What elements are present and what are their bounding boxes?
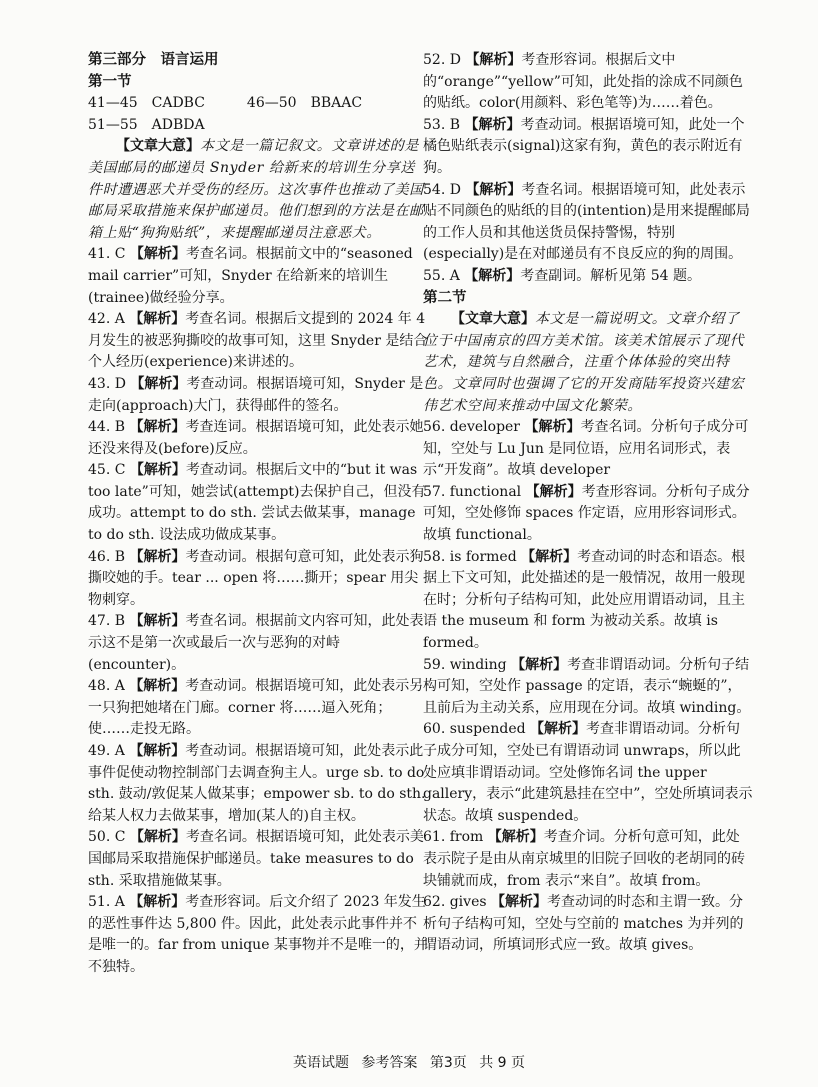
item-text: 考查动词的时态和主谓一致。分析句子结构可知，空处与空前的 matches 为并列的谓语动词，所填词形式应一致。故填 gives。 xyxy=(423,894,744,954)
explanation-item xyxy=(423,719,753,827)
item-text: 考查名词。根据后文提到的 2024 年 4 月发生的被恶狗撕咬的故事可知，这里 Snyder 是结合个人经历(experience)来讲述的。 xyxy=(88,311,428,371)
item-text: 考查形容词。根据后文中的“orange”“yellow”可知，此处指的涂成不同颜色的贴纸。color(用颜料、彩色笔等)为……着色。 xyxy=(423,52,743,112)
right-column xyxy=(423,50,753,957)
item-text: 考查动词。根据语境可知，此处表示此事件促使动物控制部门去调查狗主人。urge sb. to do sth. 鼓动/敦促某人做某事；empower sb. to do sth. 给某人权力去做某事，增加(某人的)自主权。 xyxy=(88,743,426,824)
item-text: 考查动词。根据句意可知，此处表示狗撕咬她的手。tear ... open 将……撕开；spear 用尖物刺穿。 xyxy=(88,548,424,608)
footer-label: 参考答案 xyxy=(361,1055,418,1071)
article-summary xyxy=(88,136,428,244)
footer-page: 第3页 xyxy=(429,1055,467,1071)
item-number: 47. B xyxy=(88,613,126,630)
explanation-item xyxy=(423,547,753,655)
item-text: 考查副词。解析见第 54 题。 xyxy=(520,267,701,284)
page-footer xyxy=(0,1052,818,1072)
item-number: 58. is formed xyxy=(423,548,517,565)
explanation-item xyxy=(88,741,428,827)
answer-key-line: 51—55 ADBDA xyxy=(88,116,205,133)
summary-text: 本文是一篇说明文。文章介绍了位于中国南京的四方美术馆。该美术馆展示了现代艺术，建筑与自然融合，注重个体体验的突出特色。文章同时也强调了它的开发商陆军投资兴建宏伟艺术空间来推动中国文化繁荣。 xyxy=(423,311,745,414)
item-label: 【解析】 xyxy=(487,829,544,846)
item-number: 55. A xyxy=(423,267,460,284)
explanation-item xyxy=(423,482,753,547)
item-number: 49. A xyxy=(88,743,125,759)
section-title: 第三部分 语言运用 xyxy=(88,52,219,68)
item-text: 考查动词。根据后文中的“but it was too late”可知，她尝试(attempt)去保护自己，但没有成功。attempt to do sth. 尝试去做某事，manage to do sth. 设法成功做成某事。 xyxy=(88,462,426,544)
item-number: 46. B xyxy=(88,548,126,565)
explanation-list xyxy=(423,417,753,957)
explanation-list xyxy=(88,244,428,978)
left-column xyxy=(88,50,428,979)
explanation-item xyxy=(88,547,428,612)
item-text: 考查名词。根据前文中的“seasoned mail carrier”可知，Snyder 在给新来的培训生(trainee)做经验分享。 xyxy=(88,246,413,306)
item-number: 59. winding xyxy=(423,656,507,673)
item-label: 【解析】 xyxy=(129,311,186,328)
item-number: 51. A xyxy=(88,894,125,911)
item-label: 【解析】 xyxy=(524,419,581,436)
item-label: 【解析】 xyxy=(530,721,587,738)
item-text: 考查非谓语动词。分析句子成分可知，空处已有谓语动词 unwraps，所以此处应填非谓语动词。空处修饰名词 the upper gallery，表示“此建筑悬挂在空中”，空处所填词表示状态。故填 suspended。 xyxy=(423,721,753,824)
item-label: 【解析】 xyxy=(521,548,578,565)
item-number: 60. suspended xyxy=(423,721,526,738)
item-label: 【解析】 xyxy=(511,656,568,673)
subsection-title: 第一节 xyxy=(88,73,132,90)
item-text: 考查动词。根据语境可知，此处一个橘色贴纸表示(signal)这家有狗，黄色的表示附近有狗。 xyxy=(423,116,745,176)
item-label: 【解析】 xyxy=(129,678,186,695)
explanation-item xyxy=(88,827,428,892)
item-label: 【解析】 xyxy=(464,267,521,284)
item-text: 考查动词。根据语境可知，此处表示另一只狗把她堵在门廊。corner 将……逼入死角；使……走投无路。 xyxy=(88,678,424,738)
explanation-item xyxy=(88,892,428,978)
explanation-item xyxy=(423,655,753,720)
item-text: 考查动词的时态和语态。根据上下文可知，此处描述的是一般情况，故用一般现在时；分析句子结构可知，此处应用谓语动词，且主语 the museum 和 form 为被动关系。故填 is formed。 xyxy=(423,548,746,652)
explanation-item xyxy=(88,611,428,676)
item-number: 56. developer xyxy=(423,419,521,436)
item-label: 【解析】 xyxy=(464,116,521,133)
item-label: 【解析】 xyxy=(129,894,186,911)
item-label: 【解析】 xyxy=(129,462,186,479)
item-label: 【解析】 xyxy=(525,483,582,500)
item-number: 53. B xyxy=(423,116,461,133)
item-number: 45. C xyxy=(88,462,126,479)
explanation-item xyxy=(423,115,753,180)
item-number: 43. D xyxy=(88,375,126,392)
item-label: 【解析】 xyxy=(129,419,186,436)
footer-total: 共 9 页 xyxy=(479,1055,526,1071)
item-label: 【解析】 xyxy=(129,548,186,565)
summary-text: 本文是一篇记叙文。文章讲述的是美国邮局的邮递员 Snyder 给新来的培训生分享送件时遭遇恶犬并受伤的经历。这次事件也推动了美国邮局采取措施来保护邮递员。他们想到的方法是在邮箱上贴“狗狗贴纸”，来提醒邮递员注意恶犬。 xyxy=(88,138,424,241)
item-text: 考查名词。根据语境可知，此处表示美国邮局采取措施保护邮递员。take measures to do sth. 采取措施做某事。 xyxy=(88,829,424,889)
item-label: 【解析】 xyxy=(129,829,186,846)
explanation-list xyxy=(423,50,753,288)
summary-label: 【文章大意】 xyxy=(116,138,200,155)
item-number: 52. D xyxy=(423,52,461,68)
item-text: 考查形容词。后文介绍了 2023 年发生的恶性事件达 5,800 件。因此，此处表示此事件并不是唯一的。far from unique 某事物并不是唯一的，并不独特。 xyxy=(88,894,428,975)
item-text: 考查介词。分析句意可知，此处表示院子是由从南京城里的旧院子回收的老胡同的砖块铺就而成，from 表示“来自”。故填 from。 xyxy=(423,829,745,889)
explanation-item xyxy=(423,827,753,892)
answer-key-line: 41—45 CADBC 46—50 BBAAC xyxy=(88,95,363,112)
item-label: 【解析】 xyxy=(465,52,522,68)
item-label: 【解析】 xyxy=(129,246,186,263)
subsection-title: 第二节 xyxy=(423,289,467,306)
item-label: 【解析】 xyxy=(491,894,547,911)
explanation-item xyxy=(423,266,753,288)
explanation-item xyxy=(423,180,753,266)
item-text: 考查名词。根据前文内容可知，此处表示这不是第一次或最后一次与恶狗的对峙(encounter)。 xyxy=(88,613,424,673)
footer-subject: 英语试题 xyxy=(292,1055,349,1071)
article-summary xyxy=(423,309,753,417)
explanation-item xyxy=(88,460,428,546)
explanation-item xyxy=(88,309,428,374)
explanation-item xyxy=(423,50,753,115)
explanation-item xyxy=(88,676,428,741)
explanation-item xyxy=(88,417,428,460)
item-label: 【解析】 xyxy=(129,613,186,630)
item-text: 考查动词。根据语境可知，Snyder 是走向(approach)大门，获得邮件的签名。 xyxy=(88,375,424,414)
item-label: 【解析】 xyxy=(129,743,186,759)
item-number: 54. D xyxy=(423,181,461,198)
item-number: 42. A xyxy=(88,311,125,328)
item-number: 57. functional xyxy=(423,483,522,500)
item-number: 50. C xyxy=(88,829,126,846)
item-number: 44. B xyxy=(88,419,126,436)
explanation-item xyxy=(88,244,428,309)
explanation-item xyxy=(423,892,753,957)
explanation-item xyxy=(423,417,753,482)
item-text: 考查形容词。分析句子成分可知，空处修饰 spaces 作定语，应用形容词形式。故填 functional。 xyxy=(423,483,750,544)
item-label: 【解析】 xyxy=(130,375,187,392)
item-text: 考查连词。根据语境可知，此处表示她还没来得及(before)反应。 xyxy=(88,419,424,457)
item-text: 考查非谓语动词。分析句子结构可知，空处作 passage 的定语，表示“蜿蜒的”，且前后为主动关系，应用现在分词。故填 winding。 xyxy=(423,656,751,716)
item-number: 41. C xyxy=(88,246,126,263)
item-number: 62. gives xyxy=(423,894,487,911)
summary-label: 【文章大意】 xyxy=(451,311,535,328)
item-label: 【解析】 xyxy=(465,181,522,198)
item-text: 考查名词。根据语境可知，此处表示贴不同颜色的贴纸的目的(intention)是用来提醒邮局的工作人员和其他送货员保持警惕，特别(especially)是在对邮递员有不良反应的狗的周围。 xyxy=(423,181,750,263)
item-number: 61. from xyxy=(423,829,484,846)
item-number: 48. A xyxy=(88,678,125,695)
explanation-item xyxy=(88,374,428,417)
item-text: 考查名词。分析句子成分可知，空处与 Lu Jun 是同位语，应用名词形式，表示“开发商”。故填 developer xyxy=(423,419,749,479)
